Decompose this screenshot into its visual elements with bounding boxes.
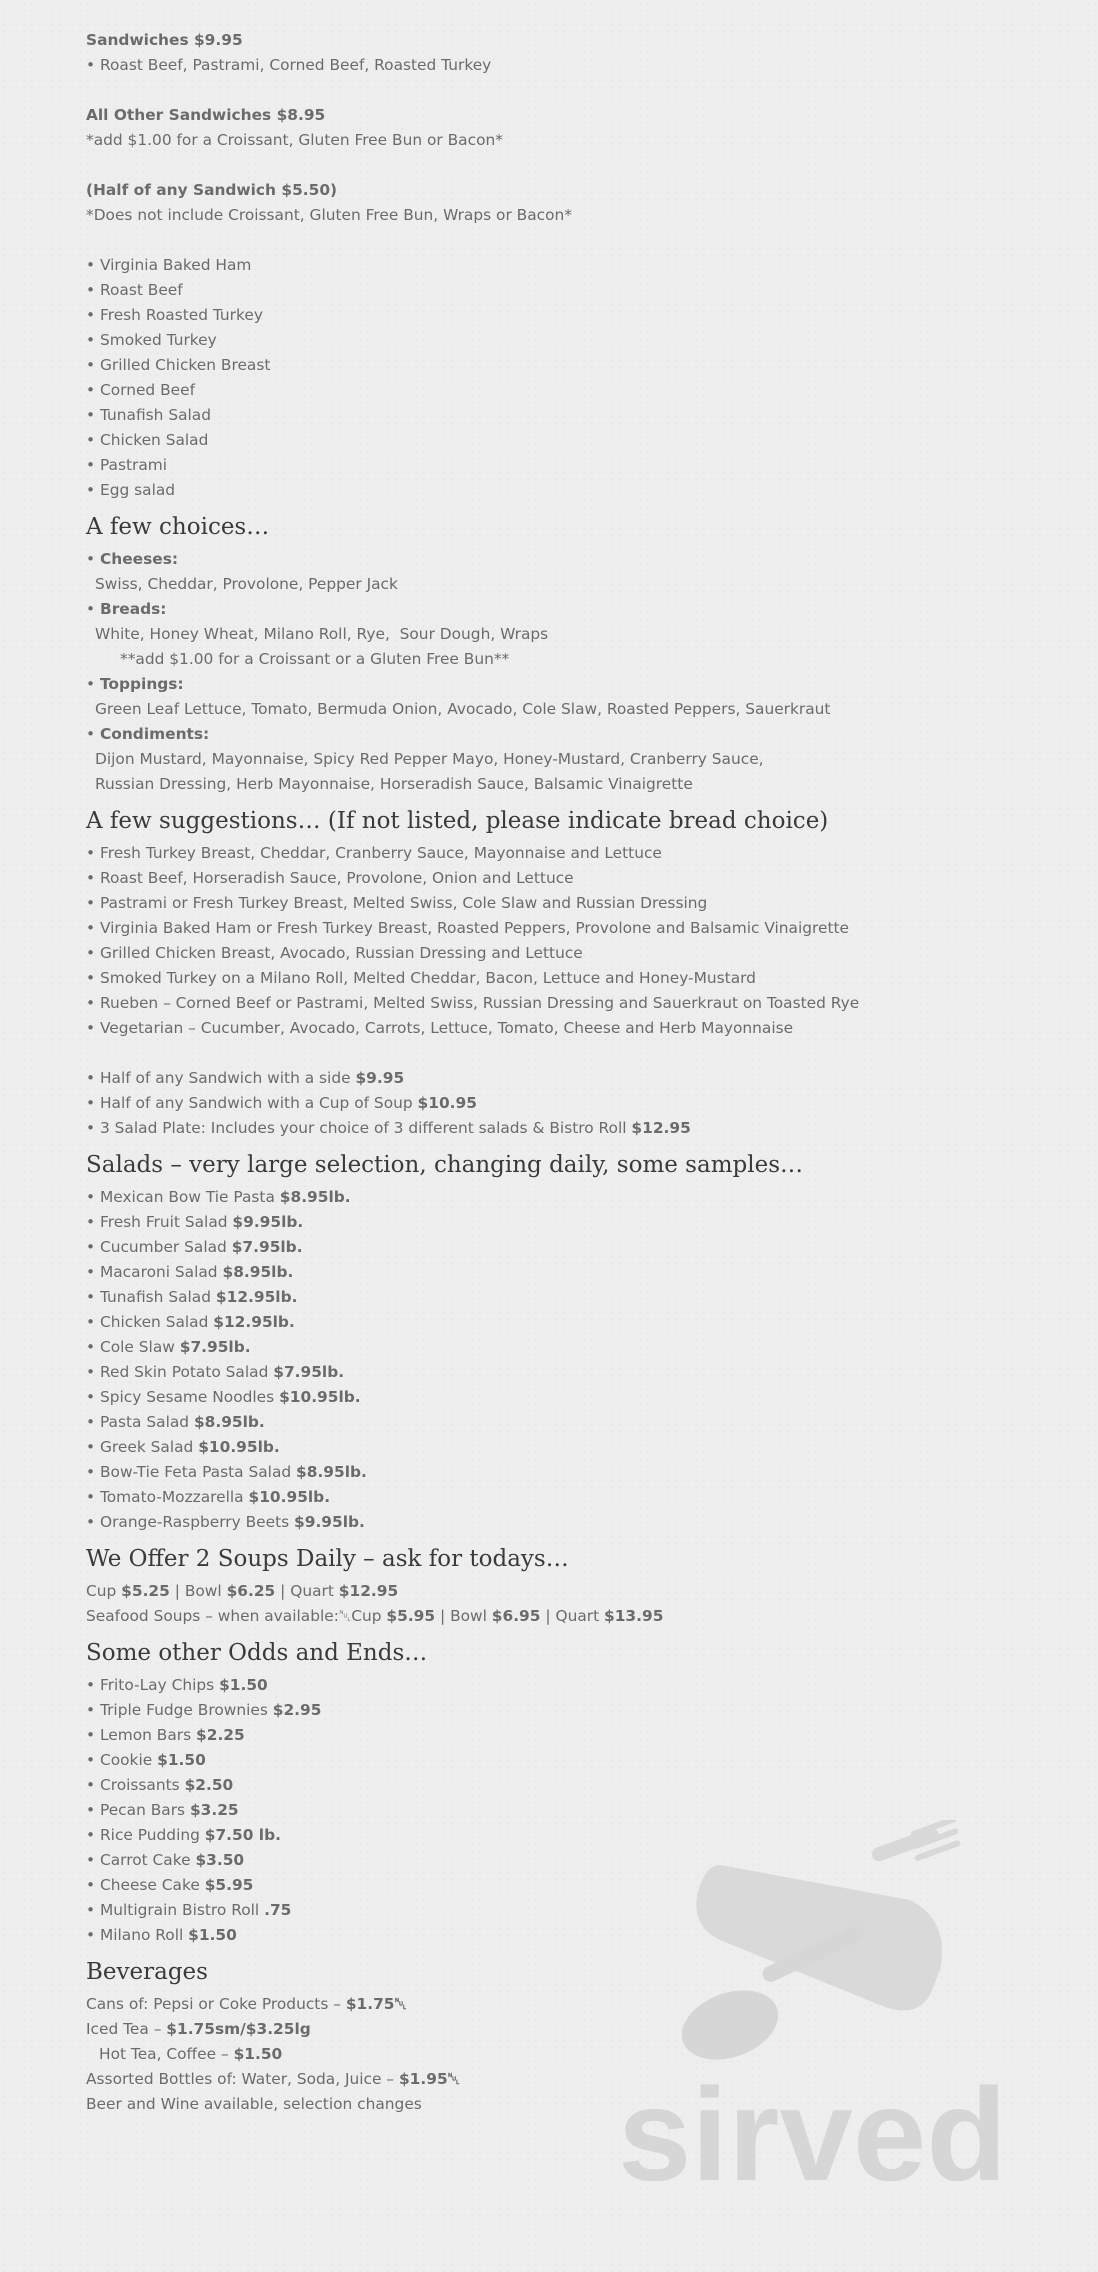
breads-label-row: • Breads: <box>86 600 167 618</box>
list-item: • Fresh Turkey Breast, Cheddar, Cranberry Sauce, Mayonnaise and Lettuce <box>86 844 662 862</box>
list-item <box>86 1748 1046 1773</box>
salad-name: • Cucumber Salad <box>86 1238 232 1256</box>
item-name: • Pecan Bars <box>86 1801 190 1819</box>
beverages-heading: Beverages <box>86 1959 208 1985</box>
seafood-quart-price: $13.95 <box>604 1607 664 1625</box>
salad-price: $8.95lb. <box>193 1413 265 1431</box>
list-item: • Egg salad <box>86 481 176 499</box>
salad-name: • Bow-Tie Feta Pasta Salad <box>86 1463 297 1481</box>
list-item <box>86 1698 1046 1723</box>
soups-heading: We Offer 2 Soups Daily – ask for todays… <box>86 1546 569 1572</box>
list-item <box>86 1116 1046 1141</box>
seafood-soup-prices <box>86 1604 1046 1629</box>
combo-price: $9.95 <box>355 1069 405 1087</box>
condiments-label: Condiments: <box>99 725 210 743</box>
list-item <box>86 1185 1046 1210</box>
toppings-options: Green Leaf Lettuce, Tomato, Bermuda Onion, Avocado, Cole Slaw, Roasted Peppers, Sauerkraut <box>95 700 831 718</box>
list-item: • Virginia Baked Ham <box>86 256 252 274</box>
cup-label: Cup <box>86 1582 122 1600</box>
choices-heading: A few choices… <box>86 514 270 540</box>
suggestions-list <box>86 841 1046 1041</box>
combo-name: • 3 Salad Plate: Includes your choice of 3 different salads & Bistro Roll <box>86 1119 632 1137</box>
cup-price: $5.25 <box>121 1582 170 1600</box>
item-name: • Cookie <box>86 1751 158 1769</box>
cheeses-label-row: • Cheeses: <box>86 550 179 568</box>
salad-name: • Mexican Bow Tie Pasta <box>86 1188 280 1206</box>
item-price: $2.25 <box>196 1726 245 1744</box>
salad-price: $7.95lb. <box>273 1363 345 1381</box>
item-price: $1.50 <box>188 1926 237 1944</box>
item-price: $1.50 <box>157 1751 206 1769</box>
breads-options: White, Honey Wheat, Milano Roll, Rye, Sour Dough, Wraps <box>95 625 549 643</box>
salad-price: $9.95lb. <box>232 1213 304 1231</box>
salad-name: • Fresh Fruit Salad <box>86 1213 233 1231</box>
list-item <box>86 1410 1046 1435</box>
item-name: • Croissants <box>86 1776 185 1794</box>
hot-drinks-label: Hot Tea, Coffee – <box>99 2045 234 2063</box>
soup-prices <box>86 1579 1046 1604</box>
salad-price: $8.95lb. <box>279 1188 351 1206</box>
salads-list <box>86 1185 1046 1535</box>
salad-name: • Macaroni Salad <box>86 1263 223 1281</box>
breads-label: Breads: <box>99 600 167 618</box>
bottles-price: $1.95␀ <box>398 2070 460 2088</box>
seafood-quart-label: | Quart <box>540 1607 605 1625</box>
list-item: • Chicken Salad <box>86 431 209 449</box>
combo-name: • Half of any Sandwich with a Cup of Soup <box>86 1094 418 1112</box>
condiments-options-2: Russian Dressing, Herb Mayonnaise, Horseradish Sauce, Balsamic Vinaigrette <box>95 775 693 793</box>
list-item: • Pastrami <box>86 456 168 474</box>
list-item <box>86 1235 1046 1260</box>
list-item: • Virginia Baked Ham or Fresh Turkey Breast, Roasted Peppers, Provolone and Balsamic Vinaigrette <box>86 919 850 937</box>
list-item: • Vegetarian – Cucumber, Avocado, Carrots, Lettuce, Tomato, Cheese and Herb Mayonnaise <box>86 1019 794 1037</box>
sandwiches-list: • Roast Beef, Pastrami, Corned Beef, Roasted Turkey <box>86 56 492 74</box>
list-item <box>86 1285 1046 1310</box>
salad-name: • Cole Slaw <box>86 1338 180 1356</box>
item-name: • Triple Fudge Brownies <box>86 1701 273 1719</box>
salad-name: • Chicken Salad <box>86 1313 214 1331</box>
seafood-label: Seafood Soups – when available: <box>86 1607 339 1625</box>
salad-price: $8.95lb. <box>222 1263 294 1281</box>
bottles-label: Assorted Bottles of: Water, Soda, Juice – <box>86 2070 399 2088</box>
bowl-label: | Bowl <box>169 1582 227 1600</box>
list-item <box>86 1723 1046 1748</box>
combo-price: $10.95 <box>417 1094 477 1112</box>
salad-name: • Tunafish Salad <box>86 1288 216 1306</box>
salad-name: • Tomato-Mozzarella <box>86 1488 249 1506</box>
watermark-text: sirved <box>618 2061 1007 2200</box>
list-item <box>86 1460 1046 1485</box>
suggestions-heading: A few suggestions… (If not listed, please indicate bread choice) <box>86 808 829 834</box>
item-name: • Multigrain Bistro Roll <box>86 1901 265 1919</box>
list-item <box>86 1673 1046 1698</box>
seafood-cup-price: $5.95 <box>386 1607 436 1625</box>
cheeses-label: Cheeses: <box>99 550 179 568</box>
seafood-bowl-label: | Bowl <box>435 1607 492 1625</box>
item-price: .75 <box>264 1901 292 1919</box>
salad-price: $10.95lb. <box>198 1438 280 1456</box>
list-item: • Rueben – Corned Beef or Pastrami, Melted Swiss, Russian Dressing and Sauerkraut on Toasted Rye <box>86 994 860 1012</box>
combos-list <box>86 1066 1046 1141</box>
breads-note: **add $1.00 for a Croissant or a Gluten Free Bun** <box>120 650 510 668</box>
list-item <box>86 1310 1046 1335</box>
beer-wine-note: Beer and Wine available, selection changes <box>86 2095 422 2113</box>
salad-name: • Spicy Sesame Noodles <box>86 1388 280 1406</box>
list-item <box>86 1335 1046 1360</box>
menu-page <box>86 28 1046 2117</box>
combo-name: • Half of any Sandwich with a side <box>86 1069 356 1087</box>
item-name: • Carrot Cake <box>86 1851 196 1869</box>
item-name: • Cheese Cake <box>86 1876 205 1894</box>
cans-label: Cans of: Pepsi or Coke Products – <box>86 1995 346 2013</box>
list-item: • Roast Beef <box>86 281 183 299</box>
salad-price: $8.95lb. <box>296 1463 367 1481</box>
item-price: $2.95 <box>272 1701 322 1719</box>
condiments-label-row: • Condiments: <box>86 725 210 743</box>
list-item: • Roast Beef, Horseradish Sauce, Provolone, Onion and Lettuce <box>86 869 574 887</box>
salad-price: $7.95lb. <box>231 1238 303 1256</box>
cheeses-options: Swiss, Cheddar, Provolone, Pepper Jack <box>95 575 398 593</box>
seafood-cup-label: Cup <box>351 1607 387 1625</box>
item-name: • Lemon Bars <box>86 1726 197 1744</box>
list-item: • Fresh Roasted Turkey <box>86 306 263 324</box>
item-name: • Rice Pudding <box>86 1826 205 1844</box>
hot-drinks-price: $1.50 <box>233 2045 283 2063</box>
list-item <box>86 1360 1046 1385</box>
list-item <box>86 1260 1046 1285</box>
list-item: • Grilled Chicken Breast <box>86 356 271 374</box>
salad-name: • Red Skin Potato Salad <box>86 1363 274 1381</box>
other-sandwiches-price-label: All Other Sandwiches $8.95 <box>86 106 326 124</box>
iced-tea-label: Iced Tea – <box>86 2020 167 2038</box>
item-price: $1.50 <box>219 1676 268 1694</box>
salad-price: $12.95lb. <box>213 1313 295 1331</box>
salad-price: $10.95lb. <box>248 1488 331 1506</box>
list-item <box>86 1485 1046 1510</box>
list-item: • Smoked Turkey on a Milano Roll, Melted Cheddar, Bacon, Lettuce and Honey-Mustard <box>86 969 756 987</box>
item-price: $5.95 <box>204 1876 254 1894</box>
list-item <box>86 1435 1046 1460</box>
sandwiches-price-label: Sandwiches $9.95 <box>86 31 243 49</box>
cans-price: $1.75␀ <box>345 1995 407 2013</box>
salad-name: • Orange-Raspberry Beets <box>86 1513 295 1531</box>
list-item <box>86 1510 1046 1535</box>
item-price: $2.50 <box>184 1776 234 1794</box>
list-item <box>86 1066 1046 1091</box>
salad-price: $10.95lb. <box>279 1388 361 1406</box>
list-item: • Pastrami or Fresh Turkey Breast, Melted Swiss, Cole Slaw and Russian Dressing <box>86 894 708 912</box>
salads-heading: Salads – very large selection, changing daily, some samples… <box>86 1152 803 1178</box>
other-sandwiches-note: *add $1.00 for a Croissant, Gluten Free Bun or Bacon* <box>86 131 503 149</box>
item-price: $3.50 <box>195 1851 245 1869</box>
salad-name: • Greek Salad <box>86 1438 199 1456</box>
list-item <box>86 1385 1046 1410</box>
item-name: • Frito-Lay Chips <box>86 1676 220 1694</box>
iced-tea-price: $1.75sm/$3.25lg <box>166 2020 311 2038</box>
salad-price: $12.95lb. <box>215 1288 298 1306</box>
combo-price: $12.95 <box>631 1119 691 1137</box>
seafood-bowl-price: $6.95 <box>491 1607 541 1625</box>
toppings-label: Toppings: <box>99 675 184 693</box>
sirved-watermark <box>610 1820 1050 2200</box>
list-item <box>86 1210 1046 1235</box>
item-name: • Milano Roll <box>86 1926 189 1944</box>
list-item: • Smoked Turkey <box>86 331 217 349</box>
odds-heading: Some other Odds and Ends… <box>86 1640 428 1666</box>
pocket-knife-fork-spoon-icon <box>610 1820 1050 2200</box>
half-sandwich-price-label: (Half of any Sandwich $5.50) <box>86 181 338 199</box>
quart-price: $12.95 <box>338 1582 399 1600</box>
toppings-label-row: • Toppings: <box>86 675 184 693</box>
salad-name: • Pasta Salad <box>86 1413 194 1431</box>
list-item: • Tunafish Salad <box>86 406 212 424</box>
list-item: • Corned Beef <box>86 381 195 399</box>
bowl-price: $6.25 <box>226 1582 276 1600</box>
item-price: $3.25 <box>189 1801 239 1819</box>
fillings-list <box>86 253 1046 503</box>
seafood-box-glyph: ␀ <box>338 1607 352 1625</box>
list-item <box>86 1091 1046 1116</box>
list-item: • Grilled Chicken Breast, Avocado, Russian Dressing and Lettuce <box>86 944 583 962</box>
salad-price: $7.95lb. <box>179 1338 251 1356</box>
condiments-options-1: Dijon Mustard, Mayonnaise, Spicy Red Pepper Mayo, Honey-Mustard, Cranberry Sauce, <box>95 750 764 768</box>
quart-label: | Quart <box>275 1582 339 1600</box>
item-price: $7.50 lb. <box>204 1826 281 1844</box>
half-sandwich-note: *Does not include Croissant, Gluten Free Bun, Wraps or Bacon* <box>86 206 572 224</box>
list-item <box>86 1773 1046 1798</box>
salad-price: $9.95lb. <box>294 1513 365 1531</box>
